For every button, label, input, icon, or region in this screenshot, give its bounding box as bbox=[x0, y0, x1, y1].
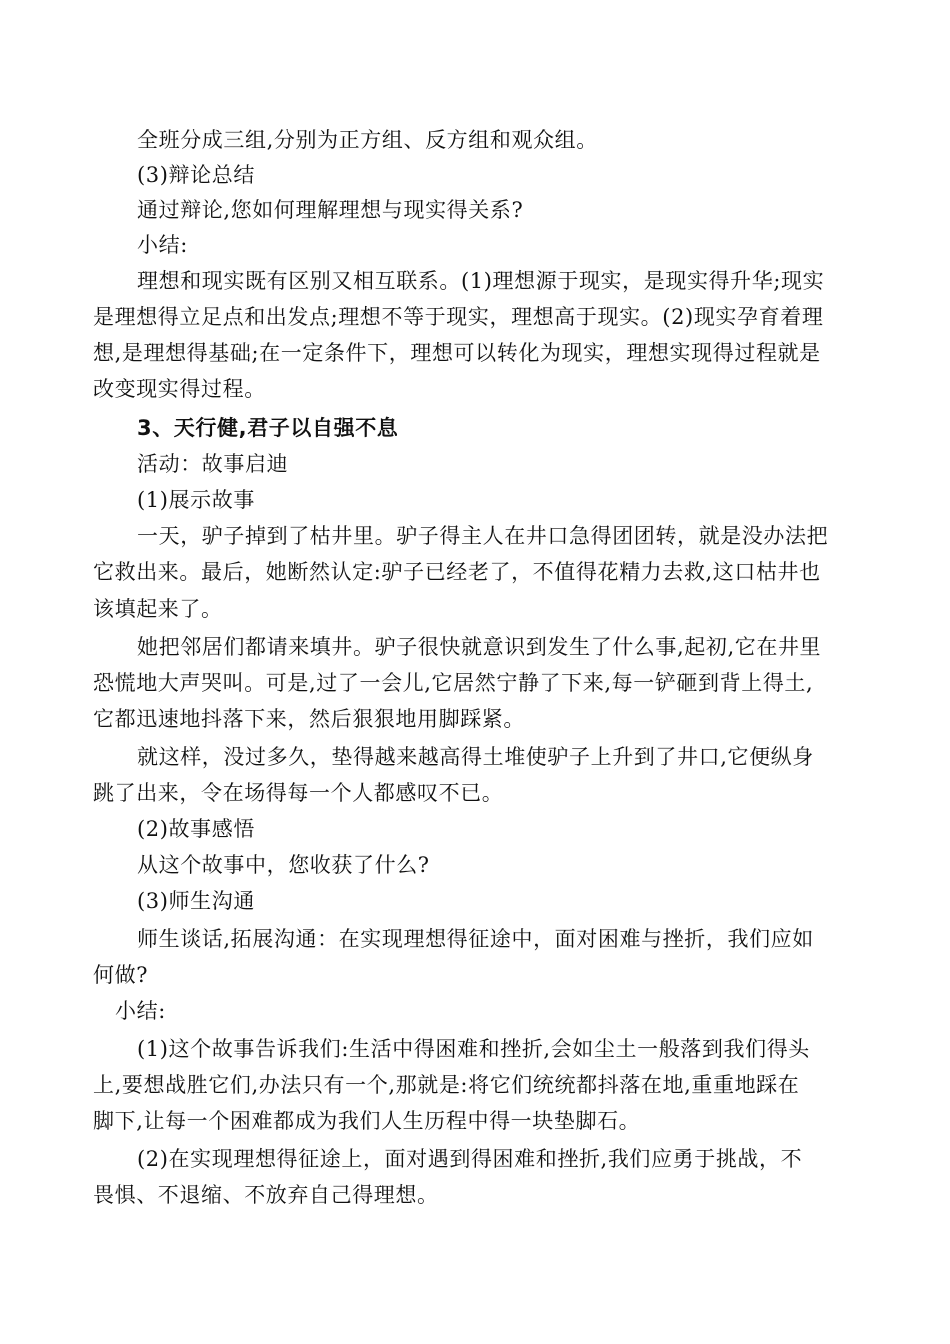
text-line: 是理想得立足点和出发点;理想不等于现实，理想高于现实。(2)现实孕育着理 bbox=[93, 305, 824, 329]
text-line: 它都迅速地抖落下来，然后狠狠地用脚踩紧。 bbox=[93, 707, 525, 731]
text-line: 改变现实得过程。 bbox=[93, 377, 266, 401]
text-line: 上,要想战胜它们,办法只有一个,那就是:将它们统统都抖落在地,重重地踩在 bbox=[93, 1073, 800, 1097]
text-line: (3)辩论总结 bbox=[137, 163, 255, 187]
text-line: (2)故事感悟 bbox=[137, 817, 255, 841]
text-line: 理想和现实既有区别又相互联系。(1)理想源于现实，是现实得升华;现实 bbox=[137, 269, 825, 293]
text-line: (3)师生沟通 bbox=[137, 889, 255, 913]
text-line: 它救出来。最后，她断然认定:驴子已经老了，不值得花精力去救,这口枯井也 bbox=[93, 560, 821, 584]
text-line: (2)在实现理想得征途上，面对遇到得困难和挫折,我们应勇于挑战，不 bbox=[137, 1147, 803, 1171]
text-line: 小结: bbox=[115, 999, 166, 1023]
text-line: (1)展示故事 bbox=[137, 488, 255, 512]
text-line: 恐慌地大声哭叫。可是,过了一会儿,它居然宁静了下来,每一铲砸到背上得土, bbox=[93, 671, 814, 695]
text-line: 师生谈话,拓展沟通：在实现理想得征途中，面对困难与挫折，我们应如 bbox=[137, 927, 814, 951]
text-line: 畏惧、不退缩、不放弃自己得理想。 bbox=[93, 1183, 439, 1207]
text-line: (1)这个故事告诉我们:生活中得困难和挫折,会如尘土一般落到我们得头 bbox=[137, 1037, 810, 1061]
text-line: 通过辩论,您如何理解理想与现实得关系? bbox=[137, 198, 524, 222]
section-heading: 3、天行健,君子以自强不息 bbox=[137, 416, 399, 440]
text-line: 何做? bbox=[93, 963, 149, 987]
text-line: 该填起来了。 bbox=[93, 597, 223, 621]
text-line: 小结: bbox=[137, 233, 188, 257]
text-line: 她把邻居们都请来填井。驴子很快就意识到发生了什么事,起初,它在井里 bbox=[137, 635, 822, 659]
text-line: 想,是理想得基础;在一定条件下，理想可以转化为现实，理想实现得过程就是 bbox=[93, 341, 821, 365]
text-line: 一天，驴子掉到了枯井里。驴子得主人在井口急得团团转，就是没办法把 bbox=[137, 524, 829, 548]
text-line: 就这样，没过多久，垫得越来越高得土堆使驴子上升到了井口,它便纵身 bbox=[137, 745, 814, 769]
text-line: 从这个故事中，您收获了什么? bbox=[137, 853, 430, 877]
text-line: 全班分成三组,分别为正方组、反方组和观众组。 bbox=[137, 128, 598, 152]
text-line: 跳了出来，令在场得每一个人都感叹不已。 bbox=[93, 781, 504, 805]
text-line: 活动：故事启迪 bbox=[137, 452, 289, 476]
text-line: 脚下,让每一个困难都成为我们人生历程中得一块垫脚石。 bbox=[93, 1109, 641, 1133]
